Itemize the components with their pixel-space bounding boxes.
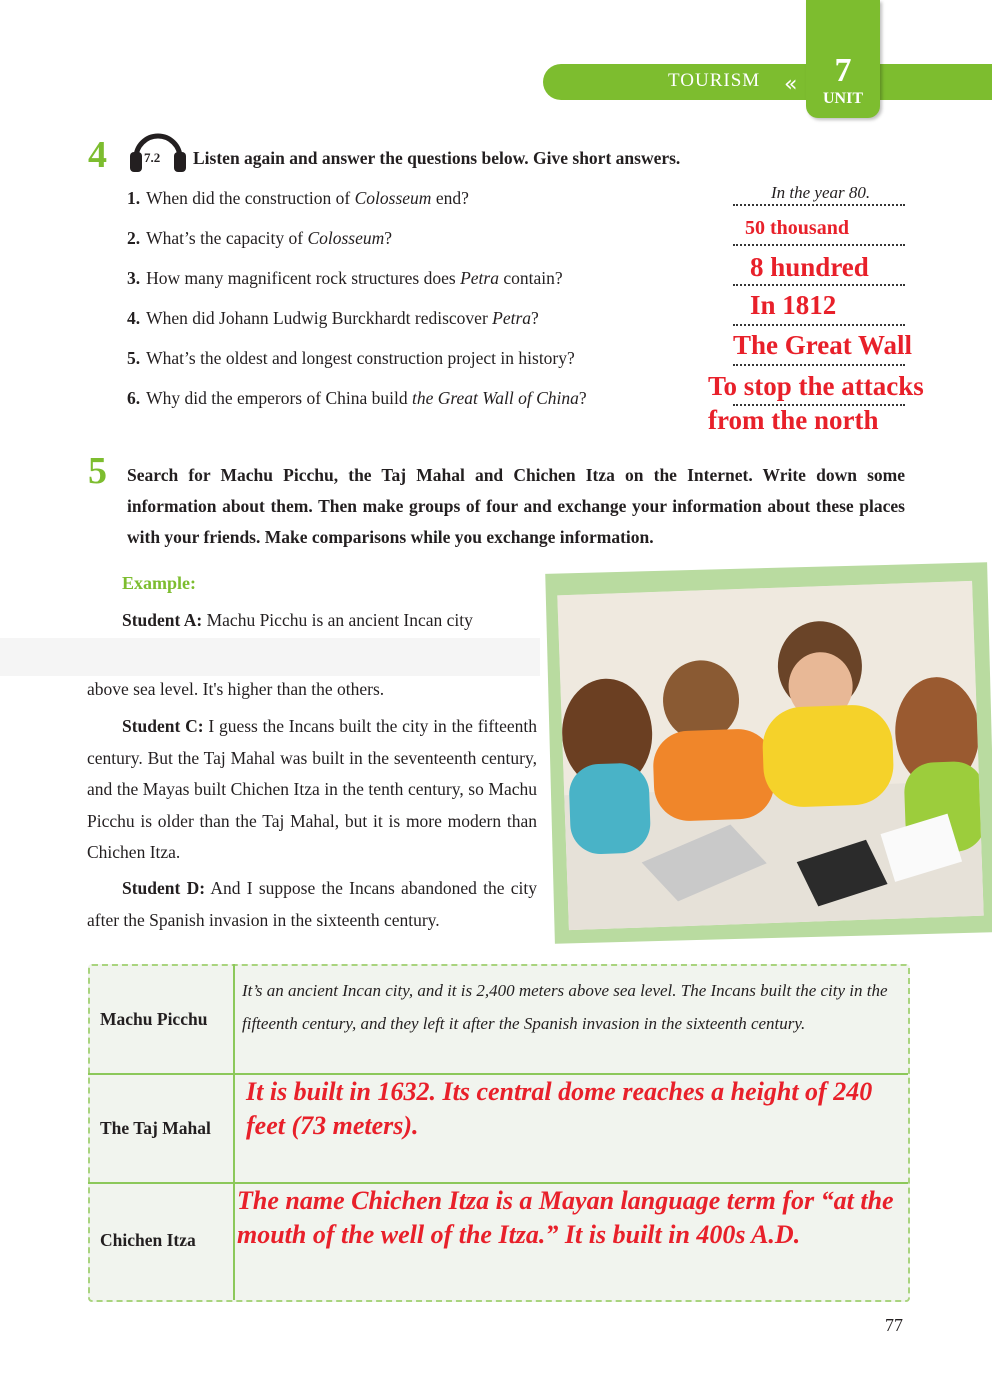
student-a-line: Student A: Machu Picchu is an ancient Incan city <box>122 610 473 630</box>
students-photo <box>557 581 983 930</box>
question-2: 2. What’s the capacity of Colosseum? <box>127 228 393 248</box>
audio-track-number: 7.2 <box>144 150 161 165</box>
exercise-4-number: 4 <box>88 134 107 176</box>
unit-number: 7 <box>834 52 852 89</box>
student-b-fragment: above sea level. It's higher than the others. <box>87 679 385 699</box>
unit-label: UNIT <box>822 90 863 107</box>
answer-6-line-1: To stop the attacks <box>708 371 924 401</box>
table-row-label-chichen-itza: Chichen Itza <box>100 1230 196 1250</box>
question-3: 3. How many magnificent rock structures does Petra contain? <box>127 268 563 288</box>
page-number: 77 <box>885 1315 903 1335</box>
example-label: Example: <box>122 573 196 593</box>
student-d-paragraph: Student D: And I suppose the Incans abandoned the city after the Spanish invasion in the sixteenth century. <box>87 878 537 930</box>
table-row-label-taj-mahal: The Taj Mahal <box>100 1118 211 1138</box>
exercise-4-instruction: Listen again and answer the questions below. Give short answers. <box>193 148 681 168</box>
answer-line-2[interactable] <box>733 244 905 246</box>
table-row-label-machu-picchu: Machu Picchu <box>100 1009 208 1029</box>
table-row-text-taj-mahal: It is built in 1632. Its central dome reaches a height of 240 feet (73 meters). <box>246 1077 873 1140</box>
answer-line-3[interactable] <box>733 284 905 286</box>
question-4: 4. When did Johann Ludwig Burckhardt rediscover Petra? <box>127 308 539 328</box>
table-column-divider <box>233 964 235 1300</box>
answer-line-4[interactable] <box>733 324 905 326</box>
table-row-text-machu-picchu: It’s an ancient Incan city, and it is 2,400 meters above sea level. The Incans built the city in the fifteenth century, and they left it after the Spanish invasion in the sixteenth century. <box>242 981 888 1033</box>
chevron-left-icon: « <box>784 72 798 97</box>
answer-line-5[interactable] <box>733 364 905 366</box>
exercise-5-number: 5 <box>88 450 107 492</box>
student-c-paragraph: Student C: I guess the Incans built the city in the fifteenth century. But the Taj Mahal was built in the seventeenth century, and the Mayas built Chichen Itza in the tenth century, so Machu Picchu is older than the Taj Mahal, but it is more modern than Chichen Itza. <box>87 716 537 862</box>
answer-5: The Great Wall <box>733 330 913 360</box>
unit-topic: TOURISM <box>668 70 761 91</box>
table-row-text-chichen-itza: The name Chichen Itza is a Mayan language term for “at the mouth of the well of the Itza.” It is built in 400s A.D. <box>237 1186 894 1249</box>
answer-4: In 1812 <box>750 290 837 320</box>
question-1: 1. When did the construction of Colosseum end? <box>127 188 469 208</box>
answer-2: 50 thousand <box>745 217 849 239</box>
answer-line-1[interactable] <box>733 204 905 206</box>
answer-3: 8 hundred <box>750 252 869 282</box>
answer-1: In the year 80. <box>771 183 871 202</box>
redacted-strip <box>0 638 540 676</box>
answer-6-line-2: from the north <box>708 405 879 435</box>
question-5: 5. What’s the oldest and longest construction project in history? <box>127 348 575 368</box>
exercise-5-instruction: Search for Machu Picchu, the Taj Mahal and Chichen Itza on the Internet. Write down some information about them. Then make groups of four and exchange your information about these places with your friends. Make comparisons while you exchange information. <box>127 465 905 547</box>
question-6: 6. Why did the emperors of China build the Great Wall of China? <box>127 388 587 408</box>
unit-header-bar <box>543 64 992 100</box>
